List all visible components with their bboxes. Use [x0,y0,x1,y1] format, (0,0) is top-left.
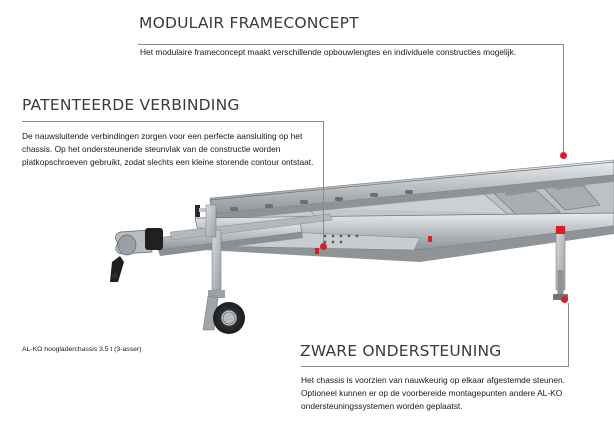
marker-frameconcept [560,152,567,159]
leader-verbinding-v [323,121,324,246]
tow-coupling [110,228,163,282]
frameconcept-title: MODULAIR FRAMECONCEPT [139,14,359,32]
ondersteuning-line-3: ondersteuningssystemen worden geplaatst. [301,401,463,411]
marker-ondersteuning [561,296,568,303]
chassis-caption: AL-KO hoogladerchassis 3.5 t (3-asser) [22,346,142,353]
verbinding-line-1: De nauwsluitende verbindingen zorgen voor een perfecte aansluiting op het [22,131,303,141]
leader-frameconcept-h [138,44,564,45]
verbinding-text [22,130,313,169]
leader-frameconcept-v [563,44,564,156]
marker-verbinding [320,243,327,250]
verbinding-title: PATENTEERDE VERBINDING [22,96,240,114]
verbinding-line-3: platkopschroeven gebruikt, zodat slechts een kleine storende contour ontstaat. [22,157,314,167]
ondersteuning-line-1: Het chassis is voorzien van nauwkeurig op elkaar afgestemde steunen. [301,375,565,385]
verbinding-line-2: chassis. Op het ondersteunende steunvlak van de constructie worden [22,144,281,154]
ondersteuning-line-2: Optioneel kunnen er op de voorbereide montagepunten andere AL-KO [301,388,563,398]
ondersteuning-title: ZWARE ONDERSTEUNING [300,342,502,360]
frameconcept-text: Het modulaire frameconcept maakt verschillende opbouwlengtes en individuele constructies mogelijk. [140,47,517,57]
ondersteuning-text [301,374,565,413]
leader-verbinding-h [22,121,324,122]
leader-ondersteuning-v [568,303,569,367]
leader-ondersteuning-h [301,366,569,367]
